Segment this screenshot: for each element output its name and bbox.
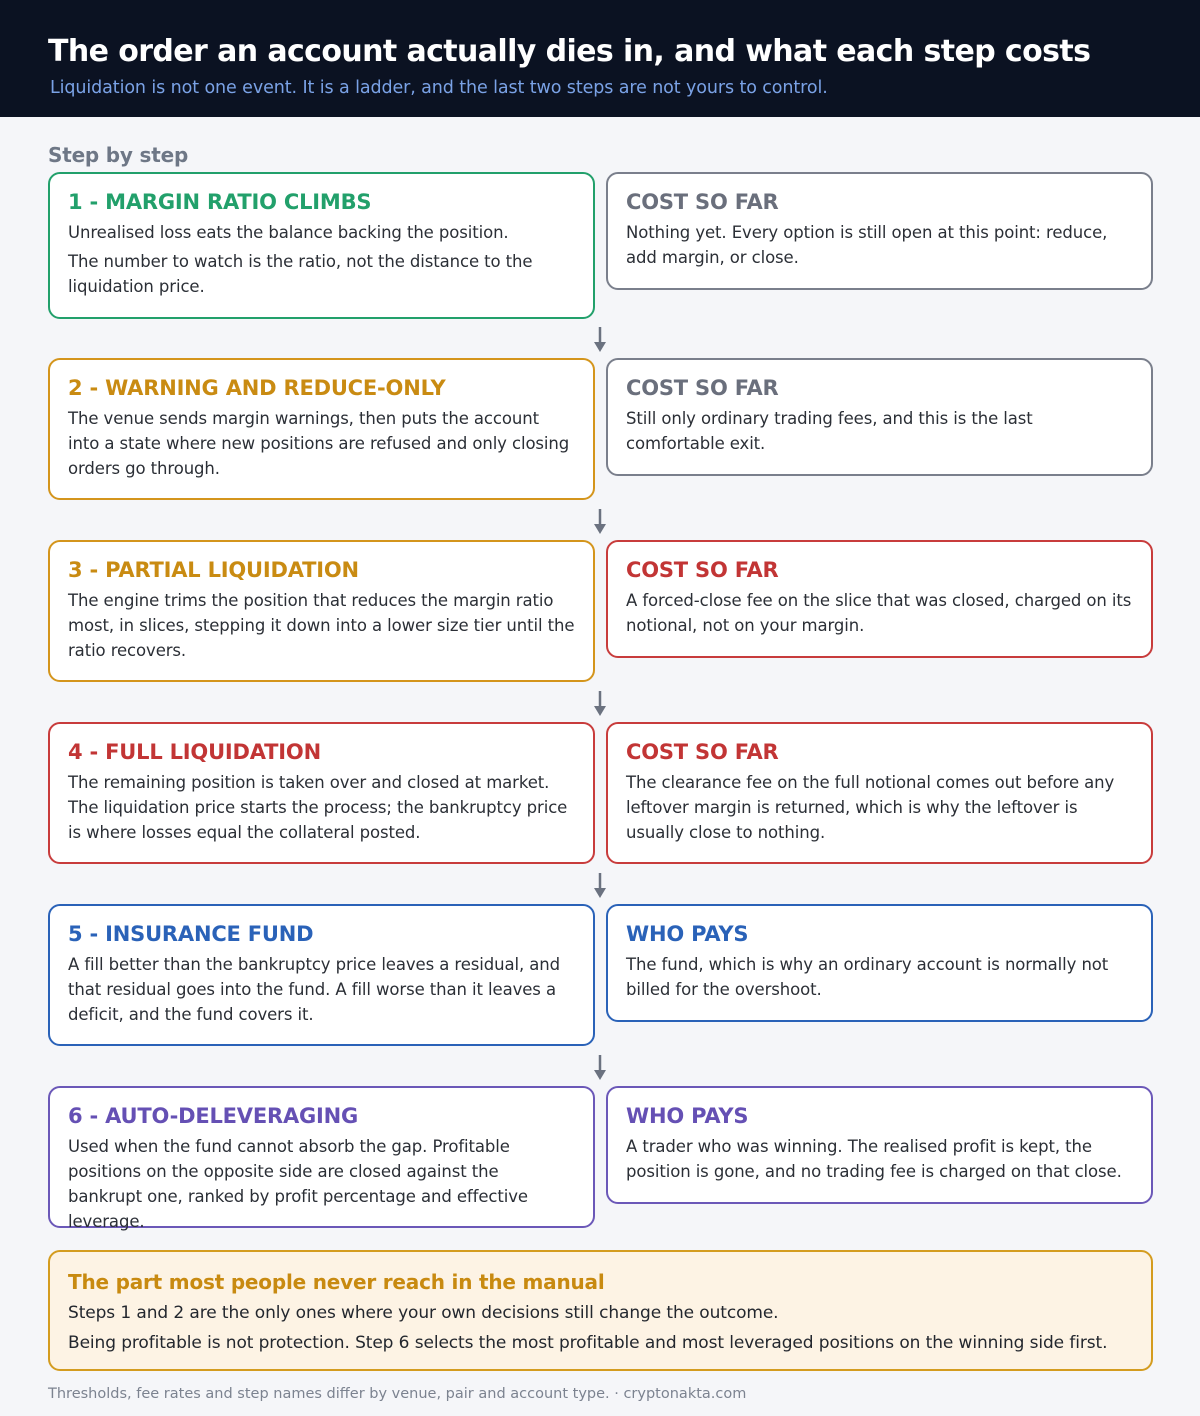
step-1-cost-text: Nothing yet. Every option is still open at this point: reduce, add margin, or close. (626, 223, 1108, 267)
step-3-cost-title: COST SO FAR (626, 558, 779, 582)
step-2-cost-card (606, 358, 1153, 476)
step-5-who-title: WHO PAYS (626, 922, 749, 946)
footer-note: Thresholds, fee rates and step names differ by venue, pair and account type. · cryptonakta.com (48, 1386, 747, 1402)
step-5-text: A fill better than the bankruptcy price leaves a residual, and that residual goes into the fund. A fill worse than it leaves a deficit, and the fund covers it. (68, 955, 560, 1024)
step-6-who-text: A trader who was winning. The realised profit is kept, the position is gone, and no trading fee is charged on that close. (626, 1137, 1122, 1181)
step-5-card (48, 904, 595, 1046)
section-label: Step by step (48, 143, 189, 167)
step-5-who-card (606, 904, 1153, 1022)
step-3-cost-text: A forced-close fee on the slice that was closed, charged on its notional, not on your margin. (626, 591, 1132, 635)
step-5-title: 5 - INSURANCE FUND (68, 922, 314, 946)
arrow-down-icon (592, 1053, 608, 1083)
step-4-card (48, 722, 595, 864)
note-title: The part most people never reach in the manual (68, 1270, 605, 1294)
step-6-who-title: WHO PAYS (626, 1104, 749, 1128)
step-4-title: 4 - FULL LIQUIDATION (68, 740, 321, 764)
step-1-cost-card (606, 172, 1153, 290)
arrow-down-icon (592, 507, 608, 537)
step-1-text-2: The number to watch is the ratio, not the distance to the liquidation price. (68, 252, 533, 296)
note-line-1: Steps 1 and 2 are the only ones where your own decisions still change the outcome. (68, 1303, 779, 1323)
header-banner (0, 0, 1200, 117)
step-2-card (48, 358, 595, 500)
note-line-2: Being profitable is not protection. Step 6 selects the most profitable and most leveraged positions on the winning side first. (68, 1333, 1108, 1353)
step-4-cost-title: COST SO FAR (626, 740, 779, 764)
page-title: The order an account actually dies in, and what each step costs (48, 34, 1091, 69)
step-4-cost-text: The clearance fee on the full notional comes out before any leftover margin is returned, which is why the leftover is usually close to nothing. (626, 773, 1115, 842)
arrow-down-icon (592, 871, 608, 901)
step-6-card (48, 1086, 595, 1231)
step-1-card (48, 172, 595, 319)
step-6-title: 6 - AUTO-DELEVERAGING (68, 1104, 359, 1128)
step-2-title: 2 - WARNING AND REDUCE-ONLY (68, 376, 446, 400)
step-6-text: Used when the fund cannot absorb the gap. Profitable positions on the opposite side are closed against the bankrupt one, ranked by profit percentage and effective leverage. (68, 1137, 528, 1231)
step-4-cost-card (606, 722, 1153, 864)
step-1-cost-title: COST SO FAR (626, 190, 779, 214)
arrow-down-icon (592, 325, 608, 355)
manual-note-box (48, 1250, 1153, 1371)
arrow-down-icon (592, 689, 608, 719)
step-4-text: The remaining position is taken over and closed at market. The liquidation price starts the process; the bankruptcy price is where losses equal the collateral posted. (68, 773, 568, 842)
step-5-who-text: The fund, which is why an ordinary account is normally not billed for the overshoot. (626, 955, 1109, 999)
step-3-cost-card (606, 540, 1153, 658)
step-2-cost-text: Still only ordinary trading fees, and this is the last comfortable exit. (626, 409, 1033, 453)
step-3-card (48, 540, 595, 682)
step-1-title: 1 - MARGIN RATIO CLIMBS (68, 190, 372, 214)
step-1-text-1: Unrealised loss eats the balance backing the position. (68, 223, 509, 242)
page-subtitle: Liquidation is not one event. It is a ladder, and the last two steps are not yours to control. (50, 78, 828, 98)
step-2-cost-title: COST SO FAR (626, 376, 779, 400)
step-2-text: The venue sends margin warnings, then puts the account into a state where new positions are refused and only closing orders go through. (68, 409, 570, 478)
step-6-who-card (606, 1086, 1153, 1204)
step-3-title: 3 - PARTIAL LIQUIDATION (68, 558, 359, 582)
step-3-text: The engine trims the position that reduces the margin ratio most, in slices, stepping it down into a lower size tier until the ratio recovers. (68, 591, 575, 660)
